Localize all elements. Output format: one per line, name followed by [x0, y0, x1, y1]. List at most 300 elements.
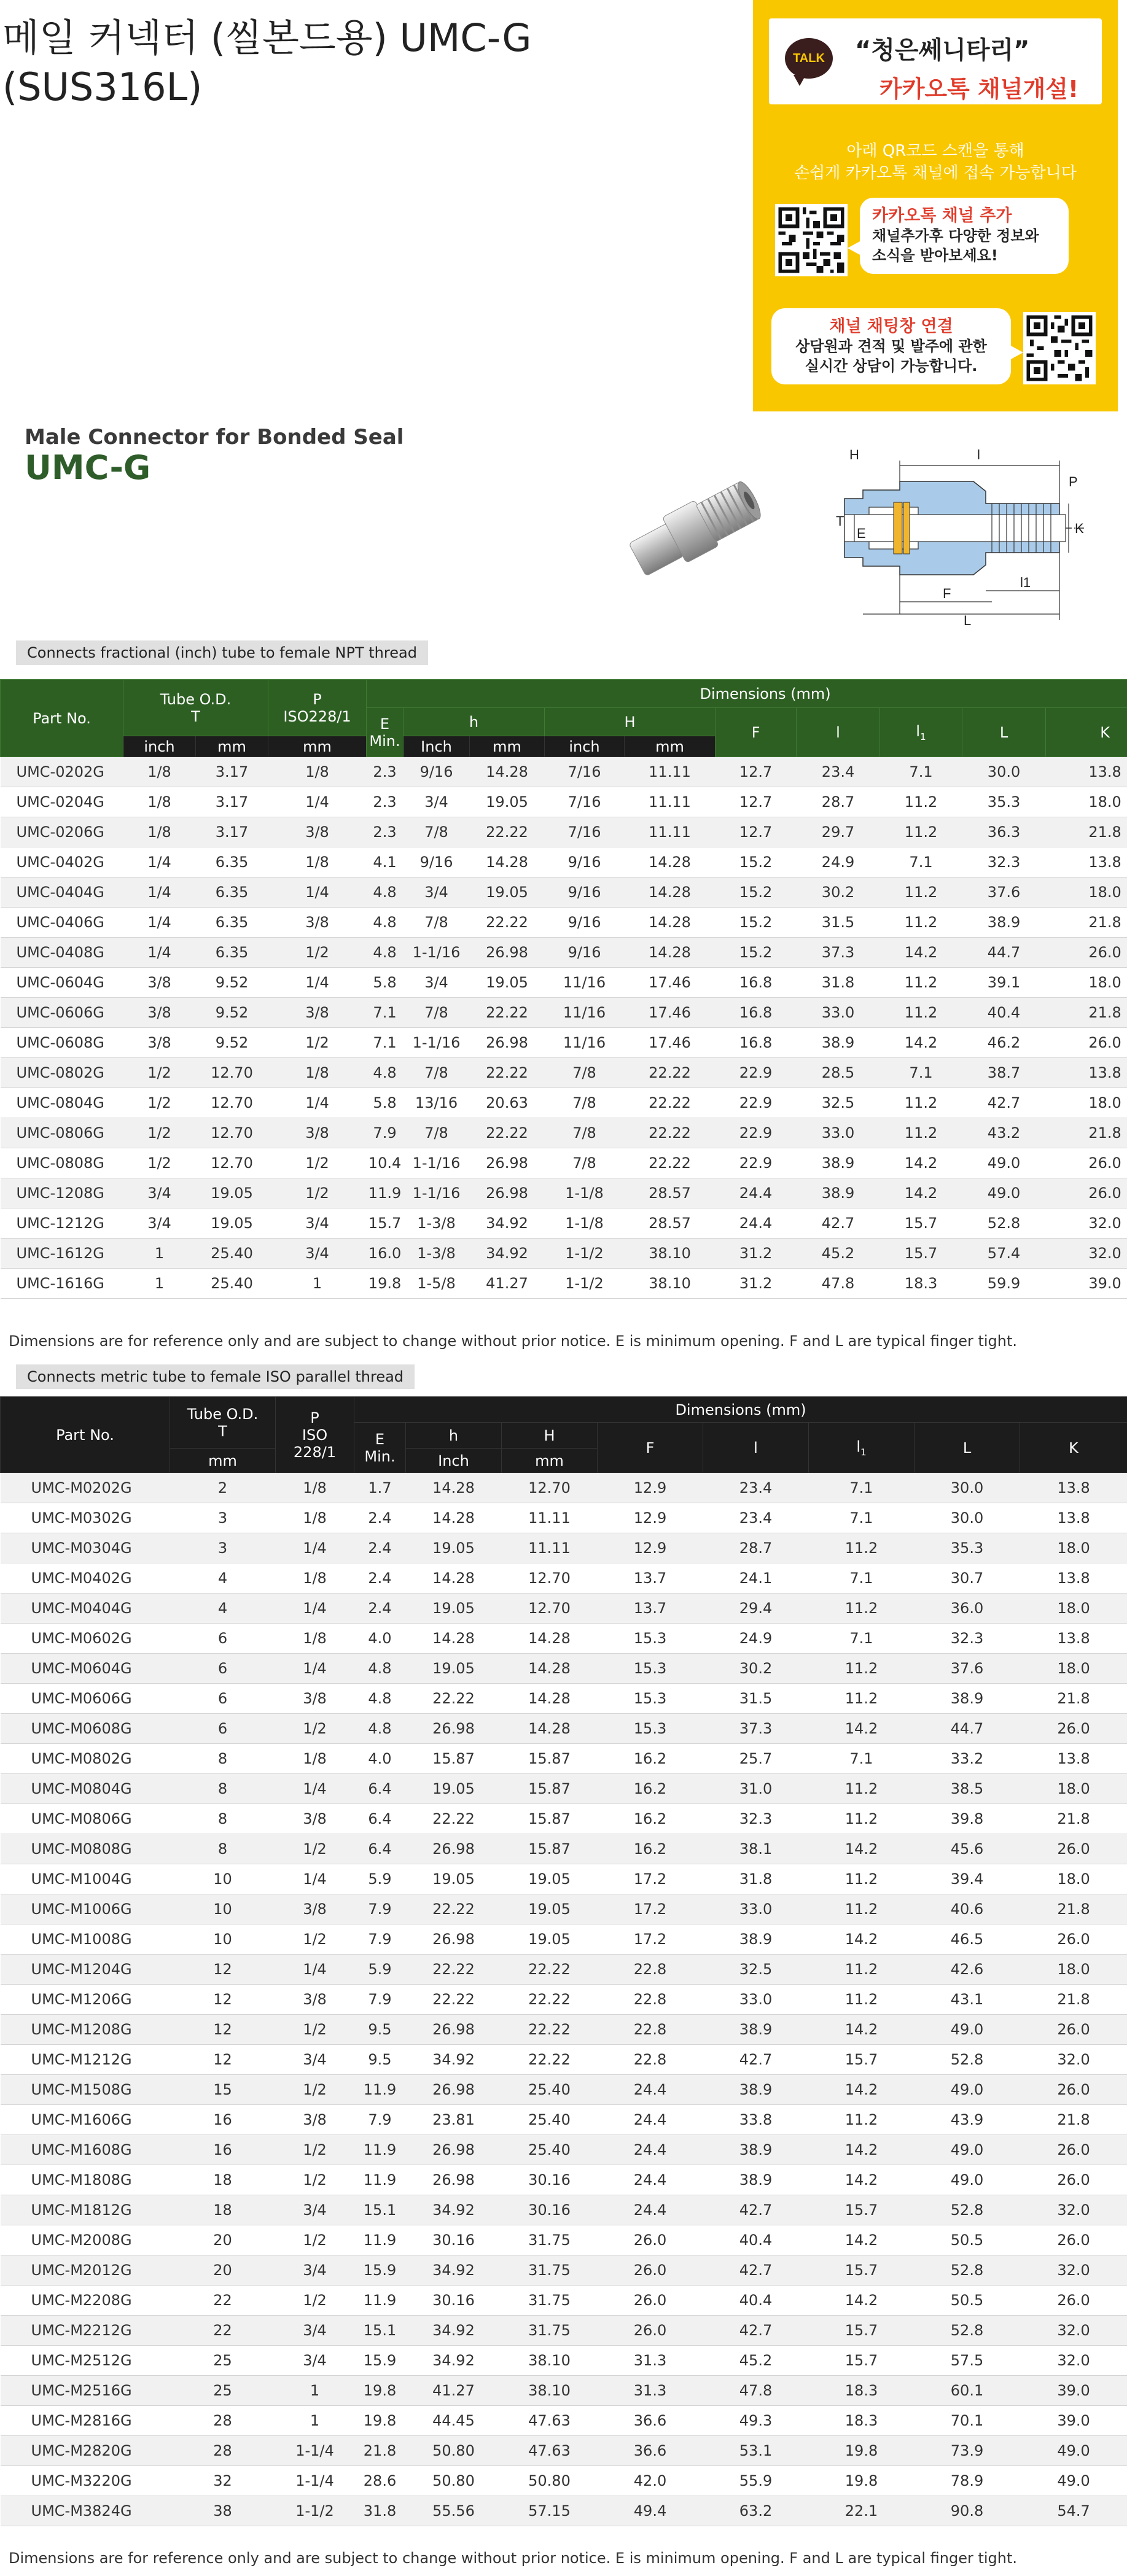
table-row: [1, 847, 1127, 877]
table-cell: 26.98: [470, 1028, 545, 1058]
table-cell: 25.40: [502, 2105, 598, 2135]
table-cell: 18.0: [1046, 787, 1127, 817]
table-cell: 21.8: [1046, 817, 1127, 847]
table-cell: 18.0: [1046, 1088, 1127, 1118]
table-cell: 38.1: [703, 1834, 809, 1864]
table-cell: 11.11: [625, 757, 716, 787]
table-cell: 49.0: [962, 1178, 1046, 1208]
table-cell: 32.3: [914, 1624, 1020, 1654]
table-cell: 7.1: [880, 847, 962, 877]
table-cell: 30.0: [914, 1503, 1020, 1533]
table-cell: 1/2: [276, 2135, 354, 2165]
table-row: [1, 877, 1127, 908]
col-f: F: [598, 1423, 703, 1473]
table-cell: 22.9: [716, 1118, 797, 1148]
table-cell: 15.87: [502, 1834, 598, 1864]
table-cell: 7/8: [545, 1088, 625, 1118]
table-cell: 22.22: [625, 1118, 716, 1148]
table-cell: 63.2: [703, 2496, 809, 2526]
table-cell: 22.8: [598, 1955, 703, 1985]
diagram-label-T: T: [836, 513, 844, 529]
table-cell: 13.8: [1046, 757, 1127, 787]
table-cell: 1/8: [276, 1563, 354, 1593]
table-cell: 15.7: [809, 2255, 914, 2286]
diagram-label-l: l: [977, 447, 980, 462]
table-cell: 33.0: [703, 1894, 809, 1924]
table2-note: Dimensions are for reference only and are subject to change without prior notice. E is minimum opening. F and L are typical finger tight.: [9, 2550, 1018, 2567]
table-row: [1, 1684, 1127, 1714]
table-cell: 44.7: [962, 938, 1046, 968]
table-cell: 26.0: [598, 2225, 703, 2255]
table-cell: 12.70: [196, 1088, 268, 1118]
table-row: [1, 1714, 1127, 1744]
table-cell: 43.1: [914, 1985, 1020, 2015]
table-cell: 31.5: [703, 1684, 809, 1714]
table-cell: 14.28: [502, 1654, 598, 1684]
table-cell: 22.22: [406, 1804, 502, 1834]
table-cell: 14.28: [406, 1503, 502, 1533]
table-cell: 15.3: [598, 1624, 703, 1654]
part-number-cell: UMC-M3824G: [1, 2496, 170, 2526]
table-cell: 9.5: [354, 2015, 406, 2045]
table-cell: 49.0: [914, 2135, 1020, 2165]
table-cell: 7.1: [880, 757, 962, 787]
col-tube-mm: mm: [196, 736, 268, 757]
table-cell: 28.6: [354, 2466, 406, 2496]
table-cell: 38.7: [962, 1058, 1046, 1088]
table-cell: 3/8: [268, 908, 367, 938]
table-row: [1, 2255, 1127, 2286]
table-cell: 3/8: [123, 998, 196, 1028]
table-cell: 6.35: [196, 847, 268, 877]
table-cell: 3/4: [276, 2346, 354, 2376]
table-cell: 16.2: [598, 1774, 703, 1804]
table-cell: 14.28: [470, 757, 545, 787]
table-cell: 39.0: [1020, 2406, 1127, 2436]
table-cell: 1/4: [276, 1593, 354, 1624]
table-cell: 49.0: [1020, 2436, 1127, 2466]
table-cell: 41.27: [406, 2376, 502, 2406]
table-cell: 29.4: [703, 1593, 809, 1624]
table-cell: 4.8: [367, 908, 404, 938]
table-cell: 42.6: [914, 1955, 1020, 1985]
table-cell: 16.2: [598, 1804, 703, 1834]
table-cell: 1/2: [268, 1148, 367, 1178]
table-cell: 15.2: [716, 908, 797, 938]
table-cell: 36.0: [914, 1593, 1020, 1624]
table-cell: 19.05: [406, 1774, 502, 1804]
table-cell: 25.40: [502, 2135, 598, 2165]
table-cell: 3/8: [268, 998, 367, 1028]
table-cell: 21.8: [1020, 1684, 1127, 1714]
table-cell: 15.7: [809, 2316, 914, 2346]
col-L: L: [962, 708, 1046, 757]
col-e: [367, 708, 404, 757]
table-cell: 3/4: [276, 2255, 354, 2286]
table-cell: 18.3: [809, 2376, 914, 2406]
table-cell: 26.98: [406, 1834, 502, 1864]
table-cell: 9.5: [354, 2045, 406, 2075]
table-cell: 35.3: [914, 1533, 1020, 1563]
table-cell: 6.4: [354, 1804, 406, 1834]
table-cell: 37.6: [914, 1654, 1020, 1684]
table-cell: 28: [170, 2406, 276, 2436]
table-cell: 12.70: [196, 1148, 268, 1178]
product-subtitle: Male Connector for Bonded Seal: [25, 425, 404, 449]
table-cell: 3/4: [123, 1178, 196, 1208]
col-l1: [880, 708, 962, 757]
table-cell: 45.2: [703, 2346, 809, 2376]
table-cell: 6.35: [196, 938, 268, 968]
table-cell: 14.28: [406, 1563, 502, 1593]
table-cell: 20.63: [470, 1088, 545, 1118]
table-cell: 47.8: [703, 2376, 809, 2406]
table-cell: 22.9: [716, 1058, 797, 1088]
table-cell: 3/4: [276, 2045, 354, 2075]
table-cell: 23.4: [797, 757, 880, 787]
col-tube-od-symbol: T: [218, 1422, 227, 1440]
table-row: [1, 2496, 1127, 2526]
table-cell: 42.7: [962, 1088, 1046, 1118]
part-number-cell: UMC-M1212G: [1, 2045, 170, 2075]
table-cell: 10: [170, 1864, 276, 1894]
table-cell: 12.70: [196, 1058, 268, 1088]
table-cell: 1/4: [123, 938, 196, 968]
table-cell: 28.7: [703, 1533, 809, 1563]
table-cell: 15.7: [809, 2045, 914, 2075]
table-cell: 13/16: [404, 1088, 470, 1118]
table-cell: 11.2: [809, 1684, 914, 1714]
table-row: [1, 2045, 1127, 2075]
table-cell: 19.05: [470, 877, 545, 908]
diagram-label-P: P: [1069, 474, 1078, 489]
table-cell: 1-1/2: [276, 2496, 354, 2526]
col-h-big: H: [545, 708, 716, 736]
part-number-cell: UMC-M0808G: [1, 1834, 170, 1864]
table-cell: 31.5: [797, 908, 880, 938]
part-number-cell: UMC-M1206G: [1, 1985, 170, 2015]
table-cell: 15.3: [598, 1654, 703, 1684]
table-cell: 3/4: [404, 787, 470, 817]
table-cell: 3: [170, 1533, 276, 1563]
table-cell: 31.2: [716, 1239, 797, 1269]
table-cell: 60.1: [914, 2376, 1020, 2406]
table-cell: 24.4: [598, 2075, 703, 2105]
table-cell: 7/16: [545, 787, 625, 817]
table-cell: 11.2: [880, 1118, 962, 1148]
table-cell: 15.1: [354, 2195, 406, 2225]
table-cell: 1/2: [123, 1088, 196, 1118]
table-cell: 30.2: [797, 877, 880, 908]
col-p-std: ISO228/1: [283, 707, 351, 725]
kakao-banner[interactable]: [769, 18, 1102, 104]
col-p-std2: 228/1: [293, 1443, 337, 1461]
table-cell: 11.2: [880, 908, 962, 938]
part-number-cell: UMC-0402G: [1, 847, 123, 877]
table-cell: 17.2: [598, 1864, 703, 1894]
table-cell: 12.7: [716, 757, 797, 787]
table-row: [1, 2165, 1127, 2195]
table-cell: 11.2: [880, 787, 962, 817]
col-part-no: Part No.: [1, 680, 123, 757]
table-cell: 1/8: [268, 757, 367, 787]
table-cell: 26.0: [1046, 1178, 1127, 1208]
table-cell: 30.0: [914, 1473, 1020, 1503]
table-cell: 22.22: [406, 1894, 502, 1924]
table-cell: 13.8: [1020, 1503, 1127, 1533]
table-cell: 15.87: [502, 1804, 598, 1834]
table-cell: 3.17: [196, 787, 268, 817]
table-cell: 7/8: [545, 1058, 625, 1088]
table-cell: 4: [170, 1563, 276, 1593]
qr-code-icon[interactable]: [1023, 312, 1096, 384]
part-number-cell: UMC-M0804G: [1, 1774, 170, 1804]
table-cell: 13.7: [598, 1593, 703, 1624]
table-cell: 1/2: [276, 1834, 354, 1864]
table-cell: 20: [170, 2225, 276, 2255]
table-cell: 1-1/16: [404, 1028, 470, 1058]
table-cell: 1/4: [123, 908, 196, 938]
table-cell: 2.3: [367, 787, 404, 817]
table-cell: 1-1/16: [404, 938, 470, 968]
table-row: [1, 1834, 1127, 1864]
table-cell: 7.1: [809, 1503, 914, 1533]
kakao-channel-panel: [753, 0, 1118, 411]
table-cell: 45.2: [797, 1239, 880, 1269]
part-number-cell: UMC-M1208G: [1, 2015, 170, 2045]
table-row: [1, 2376, 1127, 2406]
table-cell: 47.63: [502, 2436, 598, 2466]
table-cell: 13.8: [1020, 1624, 1127, 1654]
table-row: [1, 1924, 1127, 1955]
table-cell: 3/8: [268, 1118, 367, 1148]
table-cell: 3/8: [276, 2105, 354, 2135]
part-number-cell: UMC-0604G: [1, 968, 123, 998]
table-cell: 16: [170, 2135, 276, 2165]
table-row: [1, 1774, 1127, 1804]
table-cell: 40.4: [962, 998, 1046, 1028]
table-cell: 5.8: [367, 968, 404, 998]
table-cell: 26.98: [470, 1148, 545, 1178]
table-cell: 11.2: [809, 1804, 914, 1834]
table-cell: 8: [170, 1804, 276, 1834]
table-cell: 14.2: [809, 2135, 914, 2165]
table-cell: 46.5: [914, 1924, 1020, 1955]
table-cell: 1/4: [276, 1955, 354, 1985]
part-number-cell: UMC-1612G: [1, 1239, 123, 1269]
table-row: [1, 2015, 1127, 2045]
table-cell: 3: [170, 1503, 276, 1533]
table-cell: 38.5: [914, 1774, 1020, 1804]
table-cell: 37.3: [703, 1714, 809, 1744]
table-cell: 4.0: [354, 1624, 406, 1654]
table-row: [1, 938, 1127, 968]
table-row: [1, 1503, 1127, 1533]
table-cell: 16.8: [716, 968, 797, 998]
table-cell: 19.05: [470, 787, 545, 817]
table-cell: 9.52: [196, 1028, 268, 1058]
table-cell: 1/4: [123, 877, 196, 908]
col-e-label: E: [380, 715, 390, 733]
table-cell: 38.9: [914, 1684, 1020, 1714]
table-cell: 24.4: [598, 2195, 703, 2225]
table-cell: 19.05: [196, 1178, 268, 1208]
table-cell: 17.2: [598, 1894, 703, 1924]
table-cell: 22.22: [470, 998, 545, 1028]
table-cell: 50.5: [914, 2286, 1020, 2316]
table-row: [1, 817, 1127, 847]
table-cell: 40.4: [703, 2225, 809, 2255]
table-cell: 14.28: [502, 1684, 598, 1714]
table-cell: 1-1/8: [545, 1178, 625, 1208]
table-cell: 4: [170, 1593, 276, 1624]
table-cell: 26.0: [1046, 1148, 1127, 1178]
table-cell: 52.8: [962, 1208, 1046, 1239]
table2-caption: Connects metric tube to female ISO parallel thread: [16, 1364, 415, 1389]
table-cell: 31.75: [502, 2286, 598, 2316]
table-cell: 7/8: [545, 1148, 625, 1178]
table-cell: 30.2: [703, 1654, 809, 1684]
table-cell: 30.16: [406, 2286, 502, 2316]
table-cell: 1/2: [276, 1714, 354, 1744]
table-cell: 12: [170, 2015, 276, 2045]
col-H-mm: mm: [625, 736, 716, 757]
table-cell: 18: [170, 2165, 276, 2195]
table-cell: 50.80: [406, 2466, 502, 2496]
col-h-big: H: [502, 1423, 598, 1449]
table-cell: 3/8: [123, 968, 196, 998]
table-cell: 16.0: [367, 1239, 404, 1269]
table-cell: 1: [123, 1269, 196, 1299]
part-number-cell: UMC-M2208G: [1, 2286, 170, 2316]
table-cell: 54.7: [1020, 2496, 1127, 2526]
table-cell: 19.05: [406, 1654, 502, 1684]
table-cell: 57.15: [502, 2496, 598, 2526]
table-cell: 9/16: [545, 938, 625, 968]
part-number-cell: UMC-M1606G: [1, 2105, 170, 2135]
table-cell: 53.1: [703, 2436, 809, 2466]
table-cell: 26.0: [598, 2286, 703, 2316]
part-number-cell: UMC-M2012G: [1, 2255, 170, 2286]
table-cell: 13.8: [1020, 1473, 1127, 1503]
table-cell: 12: [170, 1955, 276, 1985]
table-cell: 1/2: [276, 2015, 354, 2045]
table-cell: 32: [170, 2466, 276, 2496]
part-number-cell: UMC-M2516G: [1, 2376, 170, 2406]
table-cell: 7/8: [404, 998, 470, 1028]
qr-code-icon[interactable]: [775, 204, 848, 276]
table-cell: 28.57: [625, 1208, 716, 1239]
table-cell: 3/8: [276, 1985, 354, 2015]
table-cell: 32.0: [1020, 2045, 1127, 2075]
table-cell: 1-1/8: [545, 1208, 625, 1239]
table-cell: 18.0: [1020, 1864, 1127, 1894]
table-cell: 7/16: [545, 817, 625, 847]
table-cell: 1/8: [123, 787, 196, 817]
table-cell: 1/2: [276, 1924, 354, 1955]
table-cell: 23.81: [406, 2105, 502, 2135]
table-cell: 19.05: [406, 1864, 502, 1894]
table-cell: 15.3: [598, 1684, 703, 1714]
table-cell: 24.1: [703, 1563, 809, 1593]
table-cell: 1-1/16: [404, 1148, 470, 1178]
table-cell: 40.4: [703, 2286, 809, 2316]
table-cell: 36.6: [598, 2436, 703, 2466]
table-cell: 34.92: [470, 1239, 545, 1269]
table-cell: 50.5: [914, 2225, 1020, 2255]
part-number-cell: UMC-M2212G: [1, 2316, 170, 2346]
table-row: [1, 968, 1127, 998]
part-number-cell: UMC-M0608G: [1, 1714, 170, 1744]
table-cell: 1/2: [276, 2286, 354, 2316]
part-number-cell: UMC-M0806G: [1, 1804, 170, 1834]
table-cell: 36.3: [962, 817, 1046, 847]
table-cell: 2.4: [354, 1503, 406, 1533]
table-cell: 26.98: [406, 2165, 502, 2195]
table-cell: 78.9: [914, 2466, 1020, 2496]
table-cell: 26.0: [1020, 1924, 1127, 1955]
table-cell: 4.8: [367, 938, 404, 968]
table-row: [1, 1269, 1127, 1299]
table-cell: 36.6: [598, 2406, 703, 2436]
table-cell: 17.46: [625, 998, 716, 1028]
table-cell: 1/4: [276, 1654, 354, 1684]
table-cell: 3/8: [123, 1028, 196, 1058]
col-p-label: P: [313, 690, 322, 708]
table-cell: 15.7: [367, 1208, 404, 1239]
table-cell: 14.28: [625, 847, 716, 877]
table-cell: 12: [170, 1985, 276, 2015]
col-l: l: [797, 708, 880, 757]
table-cell: 11.9: [354, 2075, 406, 2105]
metric-table-body: [1, 1473, 1127, 2526]
table-cell: 1-1/4: [276, 2436, 354, 2466]
table-cell: 38.9: [962, 908, 1046, 938]
table-cell: 38.9: [797, 1178, 880, 1208]
table-cell: 9/16: [404, 847, 470, 877]
table-cell: 14.2: [880, 1028, 962, 1058]
table-cell: 10.4: [367, 1148, 404, 1178]
table-cell: 11.2: [880, 817, 962, 847]
table-cell: 1/4: [123, 847, 196, 877]
table-cell: 8: [170, 1834, 276, 1864]
table-cell: 34.92: [406, 2346, 502, 2376]
table-cell: 2: [170, 1473, 276, 1503]
table-cell: 7/8: [404, 817, 470, 847]
col-h-small: h: [404, 708, 545, 736]
table-cell: 38.9: [703, 2165, 809, 2195]
table-row: [1, 2075, 1127, 2105]
table-cell: 49.0: [914, 2075, 1020, 2105]
col-k: K: [1020, 1423, 1127, 1473]
table-cell: 19.8: [354, 2406, 406, 2436]
table-cell: 15.87: [502, 1744, 598, 1774]
col-H-inch: inch: [545, 736, 625, 757]
table-cell: 25: [170, 2376, 276, 2406]
table-cell: 7.1: [809, 1624, 914, 1654]
diagram-label-F: F: [943, 586, 951, 601]
table-cell: 22.8: [598, 1985, 703, 2015]
table-cell: 47.8: [797, 1269, 880, 1299]
table-cell: 26.98: [406, 2135, 502, 2165]
part-number-cell: UMC-M1508G: [1, 2075, 170, 2105]
diagram-label-H: H: [849, 447, 859, 462]
table-row: [1, 1894, 1127, 1924]
table-cell: 22.22: [470, 1058, 545, 1088]
table-cell: 18.0: [1046, 968, 1127, 998]
table-cell: 39.0: [1020, 2376, 1127, 2406]
table-cell: 7.9: [354, 1924, 406, 1955]
